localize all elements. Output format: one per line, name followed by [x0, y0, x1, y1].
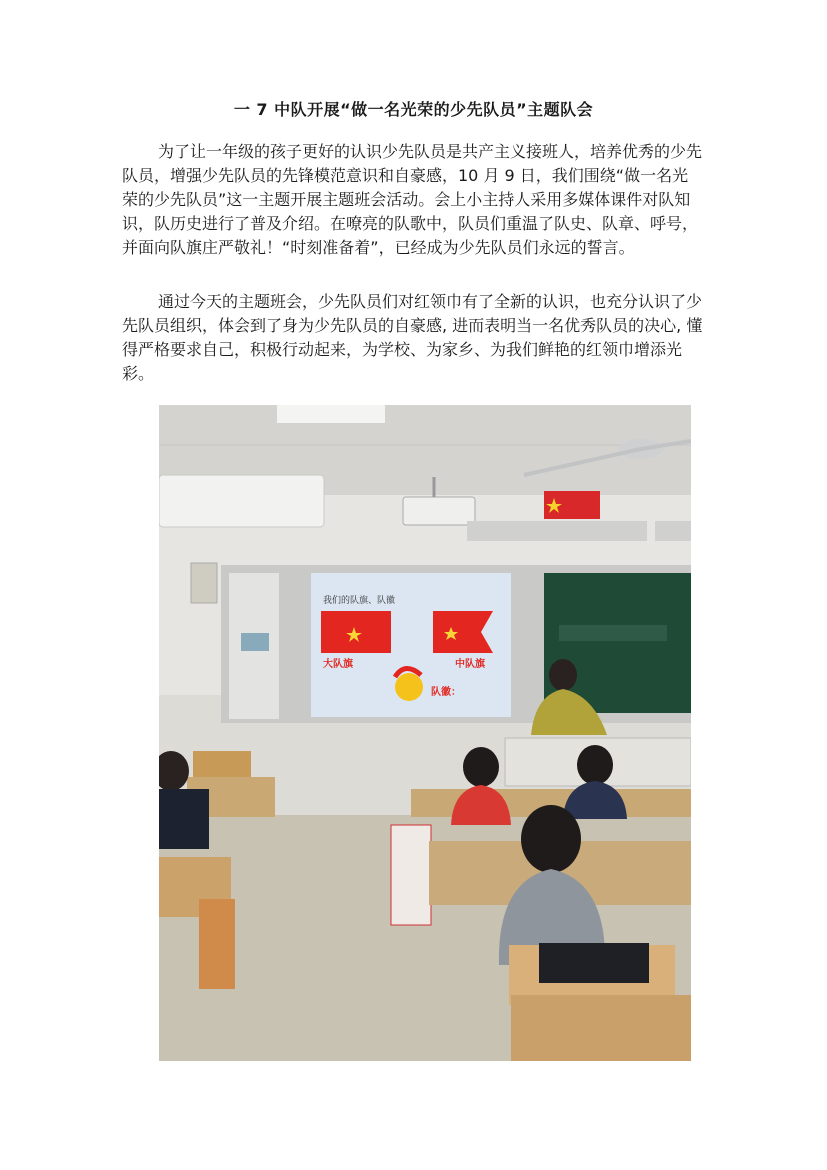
slide-label-big: 大队旗 — [323, 659, 353, 670]
backpack — [199, 899, 235, 989]
shopping-bag — [391, 825, 431, 925]
speaker — [191, 563, 217, 603]
slide-label-mid: 中队旗 — [455, 659, 485, 670]
slide-label-emblem: 队徽： — [431, 687, 461, 698]
air-conditioner — [159, 475, 324, 527]
classroom-photo — [159, 405, 691, 1061]
host-head — [549, 659, 577, 691]
ceiling-light — [277, 405, 385, 423]
pioneer-emblem — [395, 673, 423, 701]
student-red-head — [463, 747, 499, 787]
paragraph-2 — [122, 290, 704, 386]
paragraph-2-text: 通过今天的主题班会，少先队员们对红领巾有了全新的认识，也充分认识了少先队员组织，体会到了身为少先队员的自豪感, 进而表明当一名优秀队员的决心, 懂得严格要求自己，积极行动起来，为学校、为家乡、为我们鲜艳的红领巾增添光彩。 — [122, 292, 703, 383]
projector — [403, 497, 475, 525]
page-title: 一 7 中队开展“做一名光荣的少先队员”主题队会 — [233, 100, 594, 119]
wall-light — [467, 521, 647, 541]
paragraph-1-text: 为了让一年级的孩子更好的认识少先队员是共产主义接班人，培养优秀的少先队员，增强少先队员的先锋模范意识和自豪感，10 月 9 日，我们围绕“做一名光荣的少先队员”这一主题开展主题班会活动。会上小主持人采用多媒体课件对队知识，队历史进行了普及介绍。在嘹亮的队歌中，队员们重温了队史、队章、呼号，并面向队旗庄严敬礼！“时刻准备着”，已经成为少先队员们永远的誓言。 — [122, 142, 703, 257]
desk-foreground — [511, 995, 691, 1061]
slide-heading: 我们的队旗、队徽 — [323, 596, 396, 606]
classroom-photo-illustration — [159, 405, 691, 1061]
paragraph-1 — [122, 140, 704, 260]
big-flag — [321, 611, 391, 653]
student-grey-head — [521, 805, 581, 873]
